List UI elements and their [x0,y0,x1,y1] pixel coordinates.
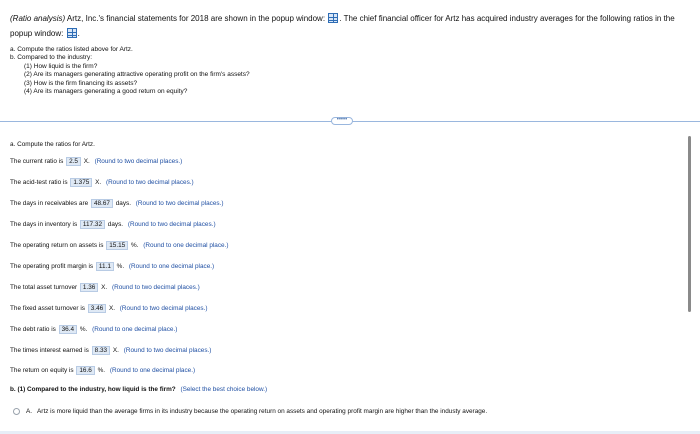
row-label: The operating profit margin is [10,263,94,270]
operating-margin-input[interactable]: 11.1 [96,262,114,271]
task-b-q3: (3) How is the firm financing its assets? [24,79,138,87]
row-hint: (Round to one decimal place.) [128,263,215,270]
scrollbar[interactable] [686,136,692,432]
intro-topic: (Ratio analysis) [10,14,66,23]
row-unit: X. [101,284,108,291]
times-interest-input[interactable]: 8.33 [92,346,110,355]
row-hint: (Round to two decimal places.) [127,221,216,228]
answer-row-operating-return [10,241,229,251]
row-hint: (Round to one decimal place.) [143,242,229,249]
answer-row-days-inventory [10,220,216,230]
row-unit: X. [95,179,102,186]
row-hint: (Round to two decimal places.) [123,347,212,354]
table-popup-icon[interactable] [328,13,338,23]
intro-text [10,11,690,41]
row-unit: days. [107,221,124,228]
answer-row-return-on-equity [10,366,195,376]
row-label: The debt ratio is [10,326,56,333]
row-unit: X. [112,347,119,354]
table-popup-icon-2[interactable] [67,28,77,38]
answer-row-fixed-asset-turnover [10,304,208,314]
row-hint: (Round to two decimal places.) [135,200,224,207]
question-b1-text: b. (1) Compared to the industry, how liquid is the firm? [10,386,176,393]
row-hint: (Round to one decimal place.) [92,326,178,333]
row-label: The current ratio is [10,158,64,165]
task-a: a. Compute the ratios listed above for Artz. [10,46,133,53]
row-unit: X. [83,158,90,165]
task-b: b. Compared to the industry: [10,54,93,62]
row-hint: (Round to two decimal places.) [105,179,194,186]
expand-more-button[interactable]: ••••• [331,117,353,125]
total-asset-turnover-input[interactable]: 1.36 [80,283,98,292]
intro-text-2: . The chief financial officer for Artz has acquired industry averages for the following ratios in the [339,14,675,23]
choice-a-text: Artz is more liquid than the average firms in its industry because the operating return on assets and operating profit margin are higher than the industy average. [37,408,488,415]
row-label: The days in receivables are [10,200,89,207]
operating-return-input[interactable]: 15.15 [106,241,128,250]
row-label: The acid-test ratio is [10,179,68,186]
row-hint: (Round to two decimal places.) [94,158,183,165]
row-hint: (Round to two decimal places.) [119,305,208,312]
choice-a-letter: A. [26,408,33,415]
row-label: The operating return on assets is [10,242,104,249]
task-b-q2: (2) Are its managers generating attractive operating profit on the firm's assets? [24,71,250,79]
row-label: The return on equity is [10,367,74,374]
row-unit: %. [116,263,125,270]
answer-row-total-asset-turnover [10,283,200,293]
row-unit: %. [79,326,88,333]
choice-a[interactable] [13,408,487,415]
answer-row-acid-test [10,178,194,188]
problem-statement [0,0,700,117]
days-receivables-input[interactable]: 48.67 [91,199,113,208]
row-label: The days in inventory is [10,221,78,228]
row-hint: (Round to two decimal places.) [111,284,200,291]
row-unit: %. [97,367,106,374]
scrollbar-thumb[interactable] [688,136,691,312]
row-unit: %. [131,242,139,249]
answer-row-current-ratio [10,157,182,167]
choice-a-radio[interactable] [13,408,20,415]
answer-row-times-interest [10,346,211,356]
row-label: The total asset turnover [10,284,78,291]
task-b-q4: (4) Are its managers generating a good return on equity? [24,88,188,96]
answer-row-operating-margin [10,262,214,272]
row-unit: X. [108,305,116,312]
current-ratio-input[interactable]: 2.5 [66,157,81,166]
task-list [10,46,250,96]
row-label: The times interest earned is [10,347,89,354]
row-unit: days. [115,200,131,207]
answer-row-days-receivables [10,199,224,209]
intro-text-4: . [77,29,80,38]
acid-test-input[interactable]: 1.375 [70,178,92,187]
days-inventory-input[interactable]: 117.32 [80,220,105,229]
task-b-q1: (1) How liquid is the firm? [24,62,98,70]
question-b1-hint: (Select the best choice below.) [180,386,268,393]
intro-text-1: Artz, Inc.'s financial statements for 2018 are shown in the popup window: [65,14,328,23]
intro-text-3: popup window: [10,29,66,38]
answer-row-debt-ratio [10,325,177,335]
return-on-equity-input[interactable]: 16.6 [76,366,94,375]
debt-ratio-input[interactable]: 36.4 [59,325,77,334]
question-b1 [10,385,267,395]
fixed-asset-turnover-input[interactable]: 3.46 [88,304,106,313]
answers-heading: a. Compute the ratios for Artz. [10,141,95,148]
row-hint: (Round to one decimal place.) [109,367,196,374]
row-label: The fixed asset turnover is [10,305,85,312]
